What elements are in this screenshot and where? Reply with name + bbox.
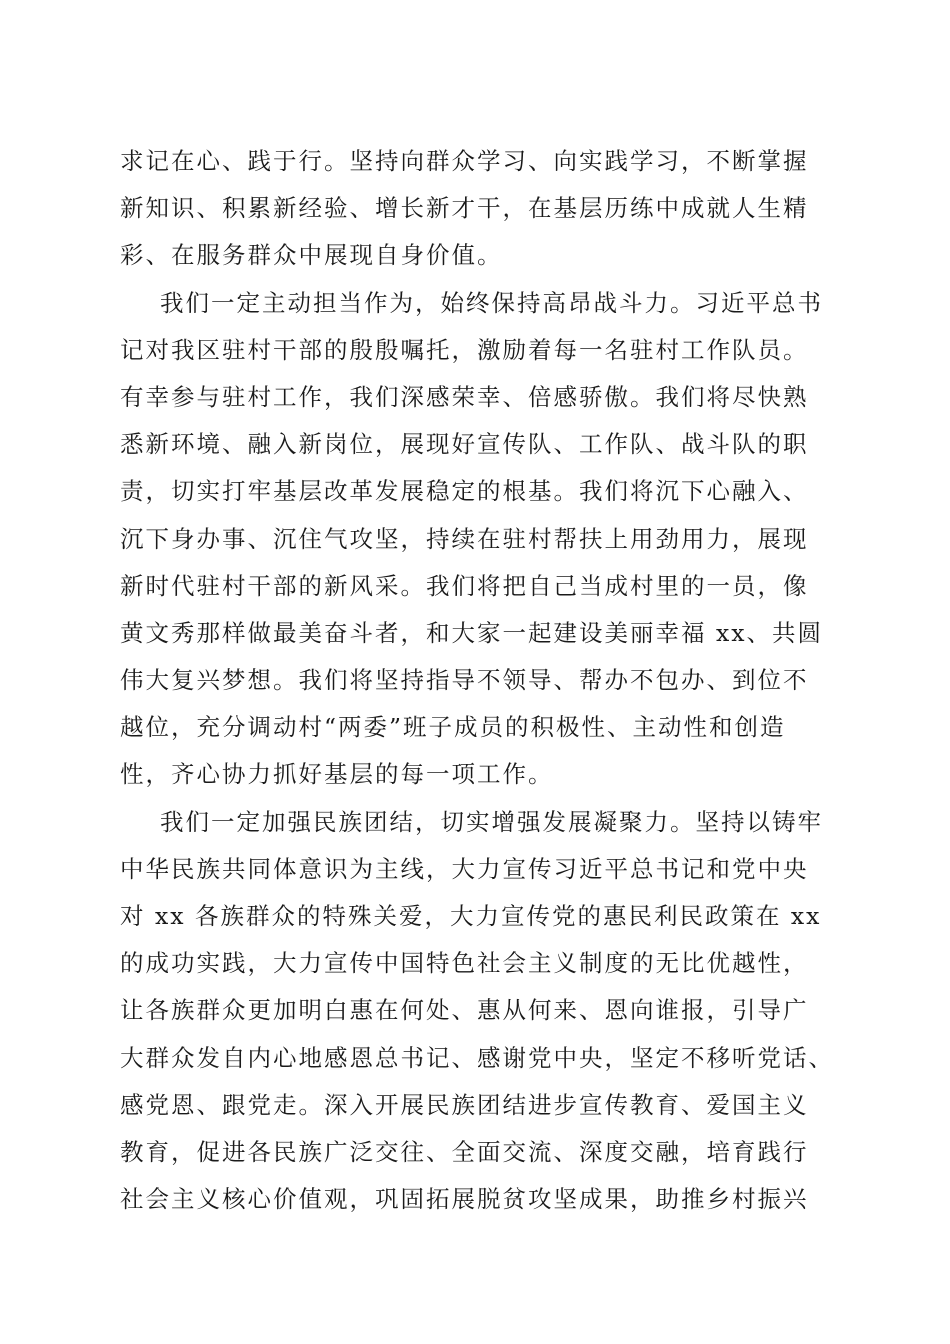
text-line: 悉新环境、融入新岗位，展现好宣传队、工作队、战斗队的职 bbox=[120, 430, 809, 459]
text-line: 记对我区驻村干部的殷殷嘱托，激励着每一名驻村工作队员。 bbox=[120, 335, 809, 364]
text-line: 责，切实打牢基层改革发展稳定的根基。我们将沉下心融入、 bbox=[120, 477, 809, 506]
text-line: 新知识、积累新经验、增长新才干，在基层历练中成就人生精 bbox=[120, 194, 809, 223]
text-line: 越位，充分调动村“两委”班子成员的积极性、主动性和创造 bbox=[120, 713, 786, 742]
text-line: 求记在心、践于行。坚持向群众学习、向实践学习，不断掌握 bbox=[120, 147, 809, 175]
text-line: 对 xx 各族群众的特殊关爱，大力宣传党的惠民利民政策在 xx bbox=[120, 902, 822, 930]
text-line: 彩、在服务群众中展现自身价值。 bbox=[120, 241, 503, 270]
text-line: 社会主义核心价值观，巩固拓展脱贫攻坚成果，助推乡村振兴 bbox=[120, 1185, 809, 1214]
paragraph-start-line: 我们一定主动担当作为，始终保持高昂战斗力。习近平总书 bbox=[160, 288, 823, 317]
text-line: 伟大复兴梦想。我们将坚持指导不领导、帮办不包办、到位不 bbox=[120, 666, 809, 695]
body-text bbox=[120, 138, 840, 1223]
paragraph-start-line: 我们一定加强民族团结，切实增强发展凝聚力。坚持以铸牢 bbox=[160, 807, 823, 836]
text-line: 新时代驻村干部的新风采。我们将把自己当成村里的一员，像 bbox=[120, 571, 809, 600]
text-line: 教育，促进各民族广泛交往、全面交流、深度交融，培育践行 bbox=[120, 1137, 809, 1166]
text-line: 有幸参与驻村工作，我们深感荣幸、倍感骄傲。我们将尽快熟 bbox=[120, 382, 809, 411]
text-line: 黄文秀那样做最美奋斗者，和大家一起建设美丽幸福 xx、共圆 bbox=[120, 618, 823, 647]
text-line: 感党恩、跟党走。深入开展民族团结进步宣传教育、爱国主义 bbox=[120, 1090, 809, 1119]
text-line: 沉下身办事、沉住气攻坚，持续在驻村帮扶上用劲用力，展现 bbox=[120, 524, 809, 553]
text-line: 大群众发自内心地感恩总书记、感谢党中央，坚定不移听党话、 bbox=[120, 1043, 834, 1072]
text-line: 的成功实践，大力宣传中国特色社会主义制度的无比优越性， bbox=[120, 949, 809, 978]
text-line: 性，齐心协力抓好基层的每一项工作。 bbox=[120, 760, 554, 789]
text-line: 让各族群众更加明白惠在何处、惠从何来、恩向谁报，引导广 bbox=[120, 996, 809, 1025]
text-line: 中华民族共同体意识为主线，大力宣传习近平总书记和党中央 bbox=[120, 854, 809, 883]
